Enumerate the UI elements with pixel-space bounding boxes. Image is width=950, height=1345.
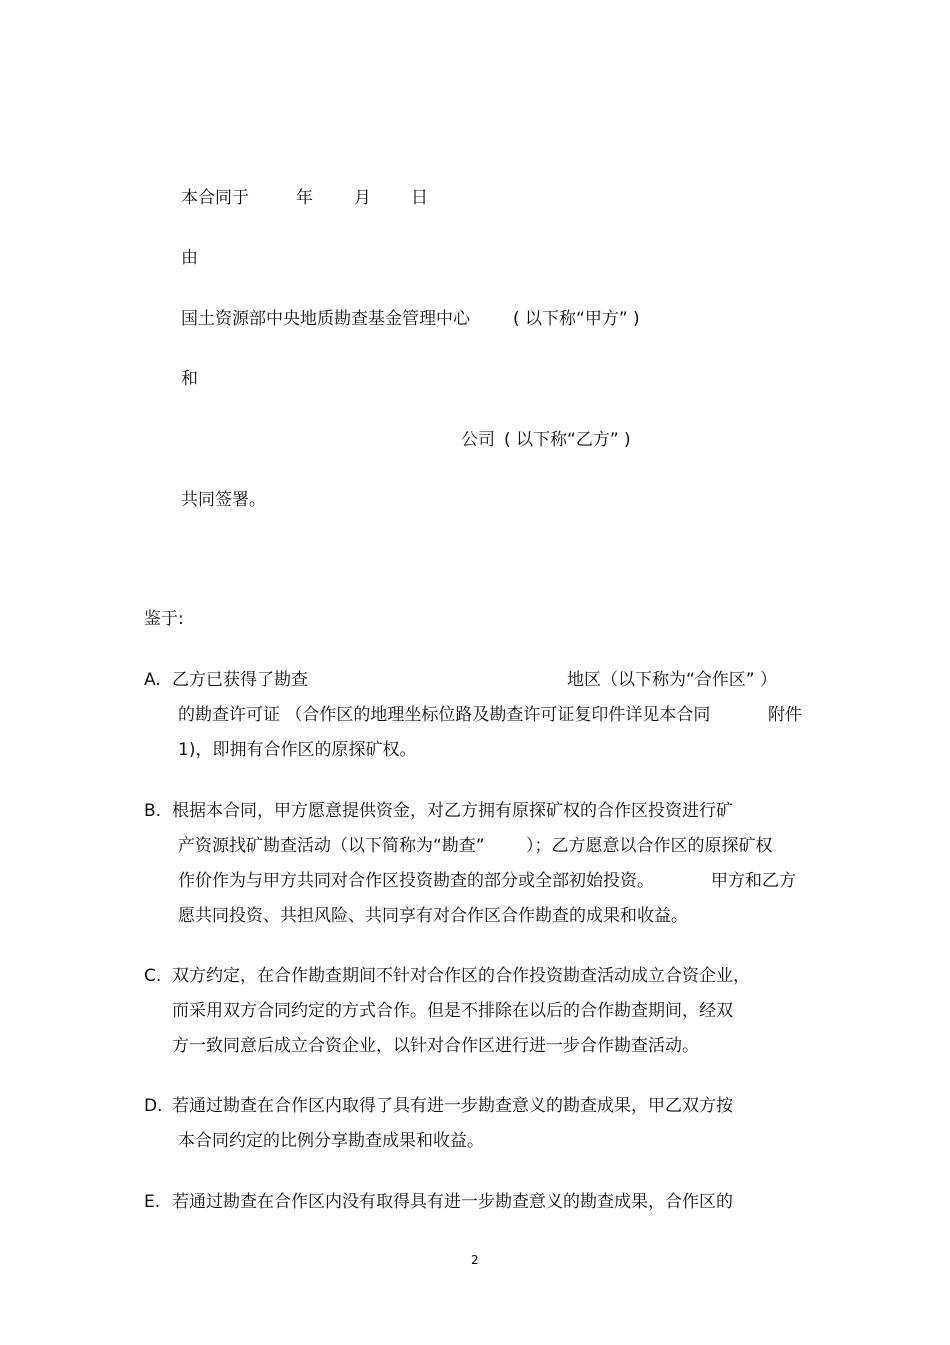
recital-line: ）；乙方愿意以合作区的原探矿权 [526, 836, 773, 856]
recitals-heading: 鉴于: [144, 609, 184, 629]
recital-line: 作价作为与甲方共同对合作区投资勘查的部分或全部初始投资。 [178, 871, 654, 891]
recital-line: 而采用双方合同约定的方式合作。但是不排除在以后的合作勘查期间，经双 [172, 1001, 733, 1021]
recital-line: 1)，即拥有合作区的原探矿权。 [178, 740, 417, 760]
recital-line: 本合同约定的比例分享勘查成果和收益。 [178, 1131, 484, 1151]
page-number: 2 [471, 1253, 479, 1267]
recital-marker: E. [144, 1192, 161, 1212]
date-month: 月 [354, 188, 371, 208]
recital-line: 甲方和乙方 [711, 871, 796, 891]
party-b-name: 公司 [461, 430, 495, 450]
party-b-alias: ( 以下称“乙方” ) [504, 430, 631, 450]
recital-marker: C. [144, 966, 162, 986]
recital-marker: A. [144, 670, 161, 690]
recital-line: 若通过勘查在合作区内取得了具有进一步勘查意义的勘查成果，甲乙双方按 [172, 1096, 733, 1116]
recital-line: 的勘查许可证 （合作区的地理坐标位路及勘查许可证复印件详见本合同 [178, 705, 711, 725]
recital-line: 产资源找矿勘查活动（以下简称为“勘查” [178, 836, 485, 856]
recital-line: 根据本合同，甲方愿意提供资金，对乙方拥有原探矿权的合作区投资进行矿 [172, 801, 733, 821]
recital-line: 双方约定，在合作勘查期间不针对合作区的合作投资勘查活动成立合资企业， [172, 966, 750, 986]
recital-line: 愿共同投资、共担风险、共同享有对合作区合作勘查的成果和收益。 [178, 906, 688, 926]
recital-line: 方一致同意后成立合资企业，以针对合作区进行进一步合作勘查活动。 [172, 1036, 699, 1056]
recital-marker: B. [144, 801, 162, 821]
jointly-signed: 共同签署。 [181, 490, 266, 510]
party-a-name: 国土资源部中央地质勘查基金管理中心 [181, 309, 470, 329]
recital-line: 地区（以下称为“合作区” ） [567, 670, 778, 690]
recital-line: 若通过勘查在合作区内没有取得具有进一步勘查意义的勘查成果，合作区的 [172, 1192, 733, 1212]
recital-marker: D. [144, 1096, 163, 1116]
and-label: 和 [181, 369, 198, 389]
by-label: 由 [181, 248, 198, 268]
recital-line: 乙方已获得了勘查 [172, 670, 308, 690]
date-year: 年 [296, 188, 313, 208]
party-a-alias: ( 以下称“甲方” ) [513, 309, 640, 329]
date-day: 日 [411, 188, 428, 208]
recital-line: 附件 [768, 705, 802, 725]
date-prefix: 本合同于 [181, 188, 249, 208]
